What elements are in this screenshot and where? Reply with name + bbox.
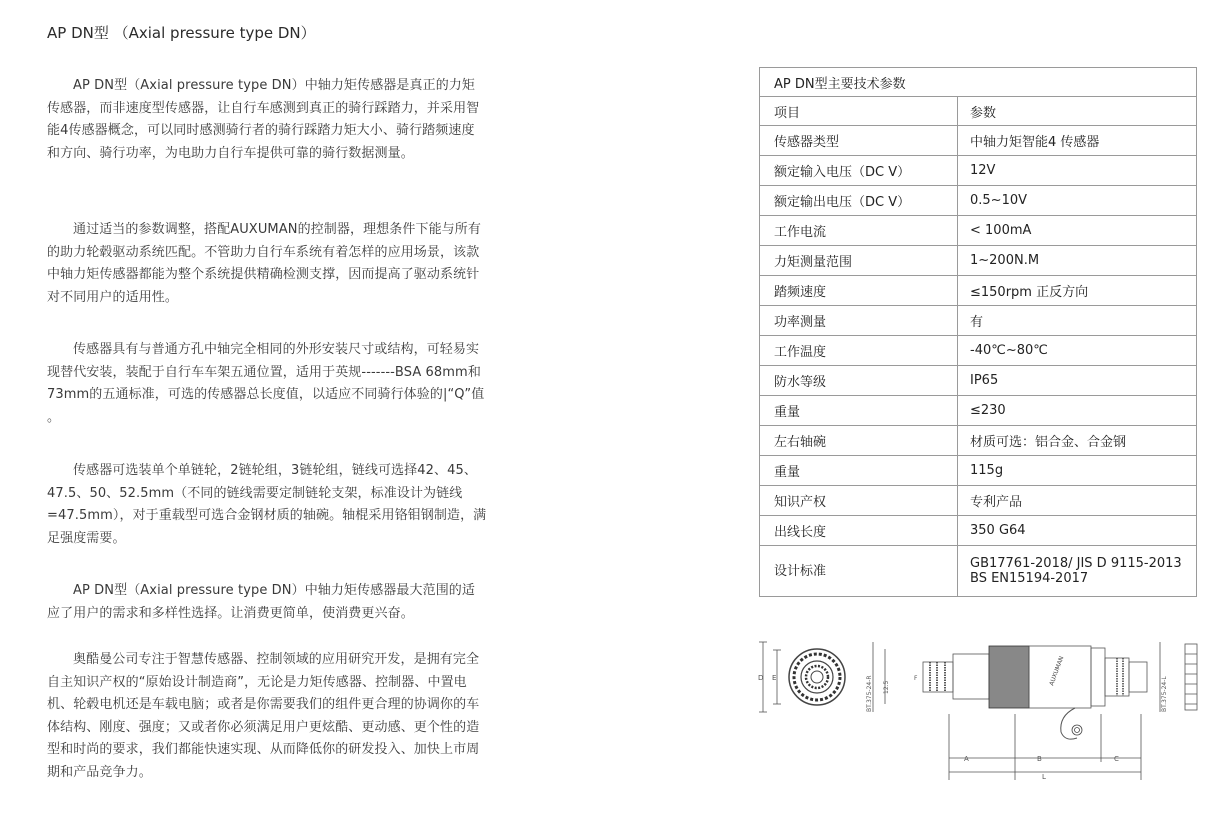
row-value: 有 bbox=[958, 306, 1197, 336]
row-value: 专利产品 bbox=[958, 486, 1197, 516]
dim-label-c: C bbox=[1114, 755, 1119, 763]
intro-paragraph: AP DN型（Axial pressure type DN）中轴力矩传感器是真正的力矩传感器，而非速度型传感器，让自行车感测到真正的骑行踩踏力，并采用智能4传感器概念，可以同时感测骑行者的骑行踩踏力矩大小、骑行踏频速度和方向、骑行功率，为电助力自行车提供可靠的骑行数据测量。 bbox=[47, 78, 480, 161]
row-value: 中轴力矩智能4 传感器 bbox=[958, 126, 1197, 156]
row-value: -40℃~80℃ bbox=[958, 336, 1197, 366]
thread-label-left: BT.375-24-L bbox=[1161, 676, 1168, 712]
header-item: 项目 bbox=[760, 97, 958, 126]
dim-label-a: A bbox=[964, 755, 969, 763]
row-value: 350 G64 bbox=[958, 516, 1197, 546]
dim-label-e: E bbox=[772, 674, 777, 682]
standard-line-1: GB17761-2018/ JIS D 9115-2013 bbox=[970, 556, 1182, 571]
row-value: ≤150rpm 正反方向 bbox=[958, 276, 1197, 306]
row-key: 工作温度 bbox=[760, 336, 958, 366]
table-row bbox=[760, 216, 1197, 246]
table-row bbox=[760, 336, 1197, 366]
header-value: 参数 bbox=[958, 97, 1197, 126]
compatibility-paragraph: 通过适当的参数调整，搭配AUXUMAN的控制器，理想条件下能与所有的助力轮毂驱动系统匹配。不管助力自行车系统有着怎样的应用场景，该款中轴力矩传感器都能为整个系统提供精确检测支撑，因而提高了驱动系统针对不同用户的适用性。 bbox=[47, 222, 481, 305]
row-key: 额定输出电压（DC V） bbox=[760, 186, 958, 216]
row-value: 115g bbox=[958, 456, 1197, 486]
standard-line-2: BS EN15194-2017 bbox=[970, 571, 1089, 586]
row-value: 12V bbox=[958, 156, 1197, 186]
brand-mark: AUXUMAN bbox=[1048, 655, 1066, 687]
sensor-technical-drawing bbox=[755, 634, 1200, 784]
installation-paragraph: 传感器具有与普通方孔中轴完全相同的外形安装尺寸或结构，可轻易实现替代安装，装配于自行车车架五通位置，适用于英规-------BSA 68mm和73mm的五通标准，可选的传感器总长度值，以适应不同骑行体验的|“Q”值 。 bbox=[47, 342, 485, 425]
row-value: < 100mA bbox=[958, 216, 1197, 246]
table-row bbox=[760, 456, 1197, 486]
spec-table bbox=[759, 67, 1197, 597]
dim-label-12-5: 12.5 bbox=[883, 680, 890, 694]
table-row bbox=[760, 276, 1197, 306]
dim-label-b: B bbox=[1037, 755, 1042, 763]
row-key: 防水等级 bbox=[760, 366, 958, 396]
table-row bbox=[760, 486, 1197, 516]
table-row bbox=[760, 396, 1197, 426]
spec-table-caption: AP DN型主要技术参数 bbox=[760, 68, 1197, 97]
table-row bbox=[760, 246, 1197, 276]
side-view bbox=[866, 642, 1197, 739]
row-key: 功率测量 bbox=[760, 306, 958, 336]
page-title: AP DN型 （Axial pressure type DN） bbox=[47, 24, 316, 42]
row-key: 传感器类型 bbox=[760, 126, 958, 156]
table-row bbox=[760, 156, 1197, 186]
chainring-paragraph: 传感器可选装单个单链轮，2链轮组，3链轮组，链线可选择42、45、47.5、50、52.5mm（不同的链线需要定制链轮支架，标准设计为链线=47.5mm），对于重载型可选合金钢材质的轴碗。轴棍采用铬钼钢制造，满足强度需要。 bbox=[47, 463, 487, 546]
table-row bbox=[760, 366, 1197, 396]
end-view bbox=[758, 642, 845, 712]
row-key: 力矩测量范围 bbox=[760, 246, 958, 276]
row-key: 重量 bbox=[760, 396, 958, 426]
thread-label-right: BT.375-24-R bbox=[866, 675, 873, 712]
row-key: 工作电流 bbox=[760, 216, 958, 246]
spec-table-header-row bbox=[760, 97, 1197, 126]
row-key: 设计标准 bbox=[760, 546, 958, 597]
table-row bbox=[760, 426, 1197, 456]
summary-paragraph: AP DN型（Axial pressure type DN）中轴力矩传感器最大范围的适应了用户的需求和多样性选择。让消费更简单，使消费更兴奋。 bbox=[47, 583, 475, 621]
dim-label-d: D bbox=[758, 674, 764, 682]
row-key: 踏频速度 bbox=[760, 276, 958, 306]
dim-label-f: F bbox=[914, 675, 918, 682]
table-row bbox=[760, 306, 1197, 336]
table-row bbox=[760, 546, 1197, 597]
row-value: ≤230 bbox=[958, 396, 1197, 426]
row-key: 重量 bbox=[760, 456, 958, 486]
row-value: 0.5~10V bbox=[958, 186, 1197, 216]
table-row bbox=[760, 516, 1197, 546]
row-key: 左右轴碗 bbox=[760, 426, 958, 456]
row-value: IP65 bbox=[958, 366, 1197, 396]
standards-cell bbox=[958, 546, 1197, 597]
row-value: 1~200N.M bbox=[958, 246, 1197, 276]
row-key: 出线长度 bbox=[760, 516, 958, 546]
table-row bbox=[760, 186, 1197, 216]
table-row bbox=[760, 126, 1197, 156]
row-key: 知识产权 bbox=[760, 486, 958, 516]
company-paragraph: 奥酷曼公司专注于智慧传感器、控制领域的应用研究开发，是拥有完全自主知识产权的“原始设计制造商”，无论是力矩传感器、控制器、中置电机、轮毂电机还是车载电脑；或者是你需要我们的组件更合理的协调你的车体结构、刚度、强度；又或者你必须满足用户更炫酷、更动感、更个性的造型和时尚的要求，我们都能快速实现、从而降低你的研发投入、加快上市周期和产品竞争力。 bbox=[47, 652, 480, 780]
row-key: 额定输入电压（DC V） bbox=[760, 156, 958, 186]
length-dimensions bbox=[949, 714, 1141, 781]
dim-label-l: L bbox=[1042, 773, 1046, 781]
row-value: 材质可选：铝合金、合金钢 bbox=[958, 426, 1197, 456]
